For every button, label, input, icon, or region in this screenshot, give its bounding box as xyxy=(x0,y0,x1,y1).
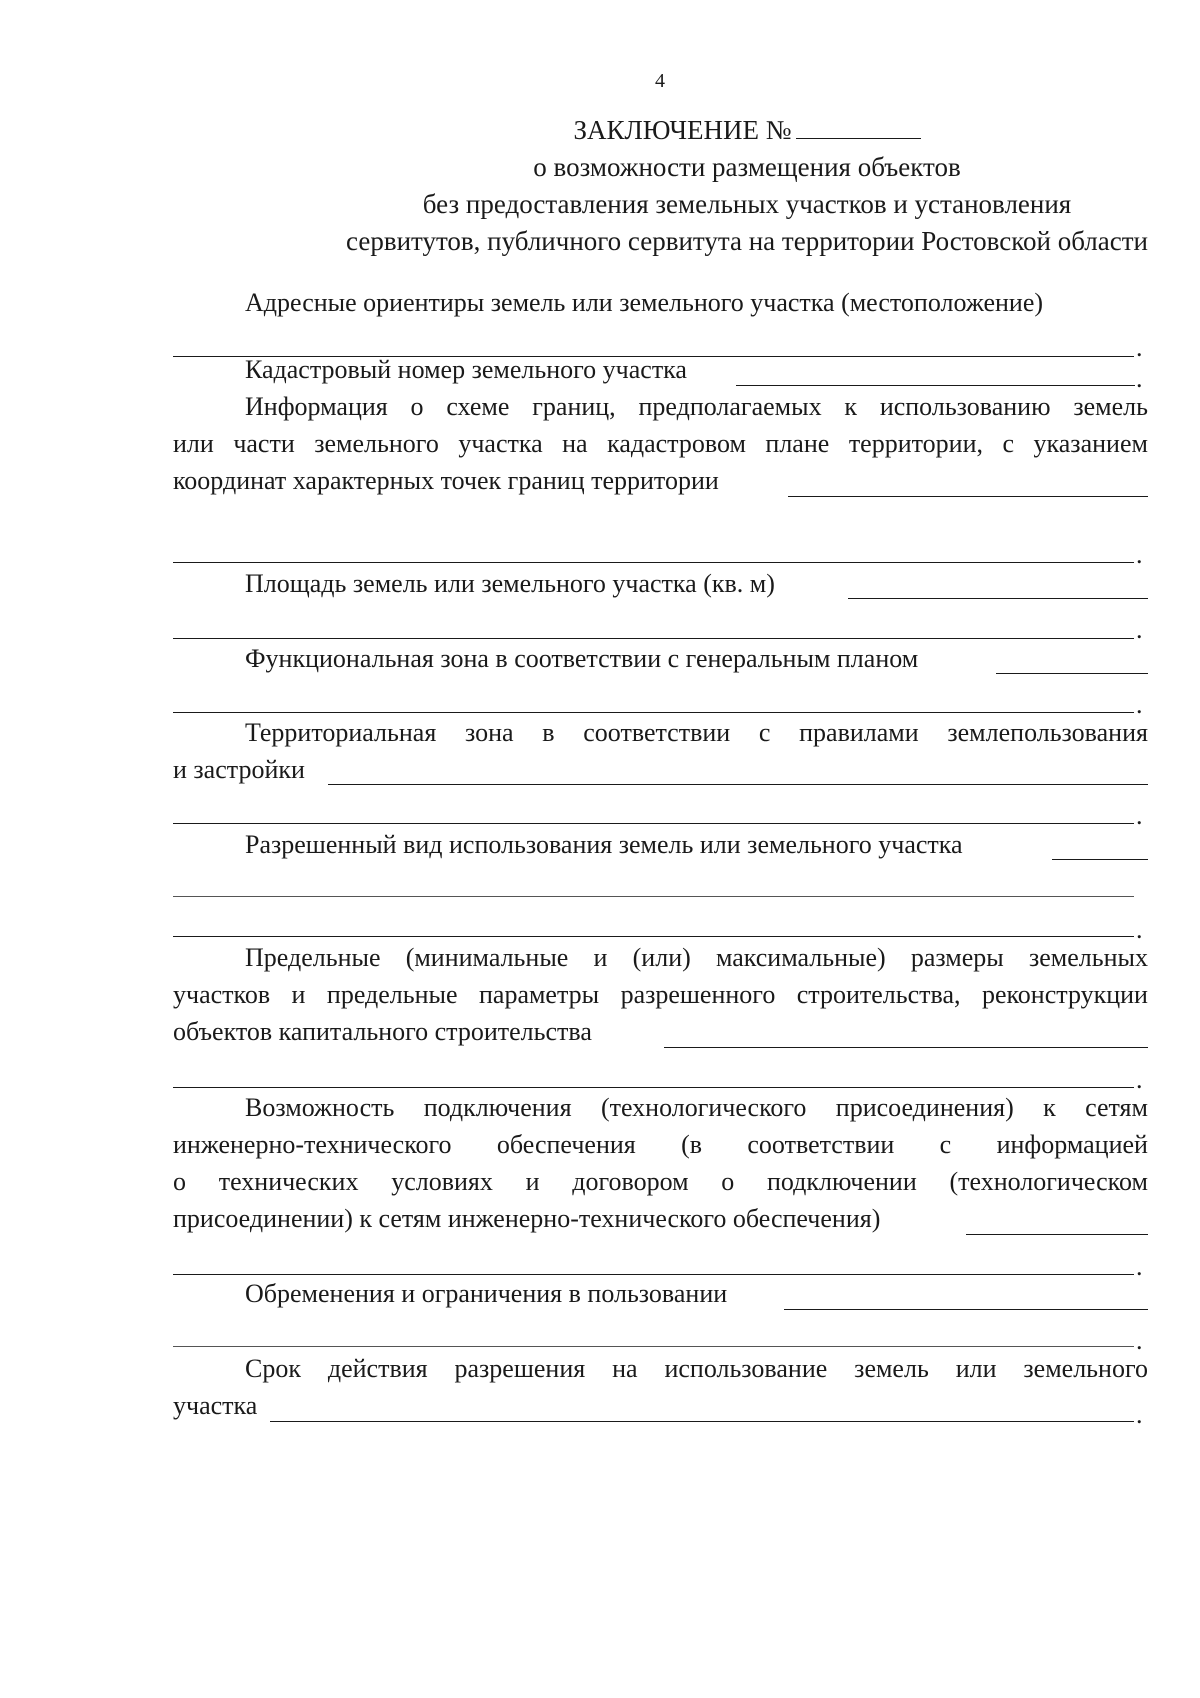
word: (или) xyxy=(632,943,691,972)
connection-blank[interactable] xyxy=(966,1234,1148,1235)
word: о xyxy=(721,1167,735,1196)
limit-sizes-line-1 xyxy=(245,941,1148,975)
connection-line-4: присоединении) к сетям инженерно-технического обеспечения) xyxy=(173,1204,881,1233)
limit-sizes-line-3: объектов капитального строительства xyxy=(173,1017,592,1046)
page-number: 4 xyxy=(655,70,665,92)
functional-zone-period: . xyxy=(1136,690,1143,719)
encumbrances-blank-2[interactable] xyxy=(173,1346,1134,1347)
word: плане xyxy=(765,429,830,458)
word: земельных xyxy=(1028,943,1148,972)
word: о xyxy=(173,1167,186,1196)
word: (технологического xyxy=(600,1093,807,1122)
address-label: Адресные ориентиры земель или земельного участка (местоположение) xyxy=(245,288,1044,317)
area-blank[interactable] xyxy=(848,598,1148,599)
title-heading xyxy=(172,112,1200,149)
boundary-scheme-line-3: координат характерных точек границ территории xyxy=(173,466,719,495)
word: границ, xyxy=(532,392,616,421)
word: условиях xyxy=(391,1167,493,1196)
word: Предельные xyxy=(245,943,381,972)
word: информацией xyxy=(996,1130,1148,1159)
word: подключения xyxy=(423,1093,572,1122)
territorial-zone-line-2: и застройки xyxy=(173,755,305,784)
territorial-zone-line-1 xyxy=(245,716,1148,750)
connection-period: . xyxy=(1136,1252,1143,1281)
word: строительства, xyxy=(796,980,961,1009)
word: части xyxy=(233,429,295,458)
word: в xyxy=(542,718,555,747)
address-period: . xyxy=(1136,333,1143,362)
word: Информация xyxy=(245,392,388,421)
word: и xyxy=(593,943,608,972)
word: кадастровом xyxy=(607,429,746,458)
boundary-coordinates-blank[interactable] xyxy=(788,496,1148,497)
word: на xyxy=(562,429,588,458)
connection-line-3 xyxy=(173,1165,1148,1199)
form-body xyxy=(0,288,1200,1680)
word: земель xyxy=(1073,392,1148,421)
word: зона xyxy=(465,718,514,747)
boundary-period: . xyxy=(1136,540,1143,569)
word: использование xyxy=(664,1354,828,1383)
word: правилами xyxy=(799,718,919,747)
word: на xyxy=(612,1354,638,1383)
word: реконструкции xyxy=(981,980,1148,1009)
word: с xyxy=(939,1130,952,1159)
word: (в xyxy=(681,1130,703,1159)
word: землепользования xyxy=(947,718,1148,747)
word: или xyxy=(173,429,214,458)
connection-blank-2[interactable] xyxy=(173,1274,1134,1275)
connection-line-1 xyxy=(245,1091,1148,1125)
encumbrances-blank[interactable] xyxy=(784,1309,1148,1310)
area-blank-2[interactable] xyxy=(173,638,1134,639)
word: и xyxy=(525,1167,540,1196)
cadastral-period: . xyxy=(1136,364,1143,393)
word: действия xyxy=(327,1354,428,1383)
title-line-4: сервитутов, публичного сервитута на территории Ростовской области xyxy=(346,226,1148,256)
permitted-use-blank-3[interactable] xyxy=(173,936,1134,937)
territorial-zone-blank-2[interactable] xyxy=(173,823,1134,824)
limit-sizes-blank-2[interactable] xyxy=(173,1087,1134,1088)
functional-zone-label: Функциональная зона в соответствии с генеральным планом xyxy=(245,644,919,673)
connection-line-2 xyxy=(173,1128,1148,1162)
territorial-zone-blank[interactable] xyxy=(328,784,1148,785)
word: или xyxy=(955,1354,997,1383)
word: территории, xyxy=(848,429,983,458)
word: участка xyxy=(458,429,543,458)
word: технических xyxy=(218,1167,359,1196)
permitted-use-blank[interactable] xyxy=(1052,859,1148,860)
boundary-coordinates-blank-2[interactable] xyxy=(173,562,1134,563)
validity-line-2: участка xyxy=(173,1391,258,1420)
validity-line-1 xyxy=(245,1352,1148,1386)
word: инженерно-технического xyxy=(173,1130,452,1159)
permitted-use-label: Разрешенный вид использования земель или земельного участка xyxy=(245,830,963,859)
conclusion-number-blank[interactable] xyxy=(796,114,921,139)
limit-sizes-period: . xyxy=(1136,1065,1143,1094)
cadastral-label: Кадастровый номер земельного участка xyxy=(245,355,687,384)
permitted-use-blank-2[interactable] xyxy=(173,896,1134,897)
validity-blank[interactable] xyxy=(270,1421,1134,1422)
word: разрешенного xyxy=(620,980,776,1009)
title-line-2: о возможности размещения объектов xyxy=(533,152,961,182)
word: (технологическом xyxy=(949,1167,1148,1196)
word: указанием xyxy=(1033,429,1148,458)
word: максимальные) xyxy=(715,943,886,972)
word: Срок xyxy=(245,1354,301,1383)
word: сетям xyxy=(1085,1093,1148,1122)
word: параметры xyxy=(478,980,600,1009)
word: с xyxy=(1002,429,1015,458)
word: земельного xyxy=(1023,1354,1148,1383)
word: схеме xyxy=(446,392,510,421)
boundary-scheme-line-2 xyxy=(173,427,1148,461)
word: о xyxy=(410,392,424,421)
cadastral-number-blank[interactable] xyxy=(736,385,1135,386)
word: размеры xyxy=(910,943,1004,972)
encumbrances-period: . xyxy=(1136,1326,1143,1355)
word: Территориальная xyxy=(245,718,437,747)
word: участков xyxy=(173,980,271,1009)
limit-sizes-line-2 xyxy=(173,978,1148,1012)
word: к xyxy=(844,392,858,421)
title-heading-text: ЗАКЛЮЧЕНИЕ № xyxy=(573,115,792,145)
functional-zone-blank-2[interactable] xyxy=(173,712,1134,713)
functional-zone-blank[interactable] xyxy=(996,673,1148,674)
word: (минимальные xyxy=(405,943,569,972)
area-period: . xyxy=(1136,615,1143,644)
word: Возможность xyxy=(245,1093,395,1122)
area-label: Площадь земель или земельного участка (кв. м) xyxy=(245,569,775,598)
word: с xyxy=(758,718,771,747)
word: подключении xyxy=(766,1167,917,1196)
word: и xyxy=(291,980,306,1009)
word: земельного xyxy=(314,429,439,458)
limit-sizes-blank[interactable] xyxy=(664,1047,1148,1048)
word: использованию xyxy=(879,392,1051,421)
validity-period: . xyxy=(1136,1400,1143,1429)
word: присоединения) xyxy=(835,1093,1014,1122)
document-title xyxy=(172,112,1200,260)
word: разрешения xyxy=(454,1354,586,1383)
permitted-use-period: . xyxy=(1136,915,1143,944)
title-line-3: без предоставления земельных участков и установления xyxy=(422,189,1072,219)
word: соответствии xyxy=(583,718,731,747)
territorial-zone-period: . xyxy=(1136,801,1143,830)
word: договором xyxy=(572,1167,689,1196)
word: предельные xyxy=(326,980,458,1009)
word: соответствии xyxy=(747,1130,895,1159)
boundary-scheme-line-1 xyxy=(245,390,1148,424)
encumbrances-label: Обременения и ограничения в пользовании xyxy=(245,1279,728,1308)
word: предполагаемых xyxy=(638,392,822,421)
word: к xyxy=(1043,1093,1056,1122)
word: обеспечения xyxy=(496,1130,636,1159)
word: земель xyxy=(854,1354,929,1383)
